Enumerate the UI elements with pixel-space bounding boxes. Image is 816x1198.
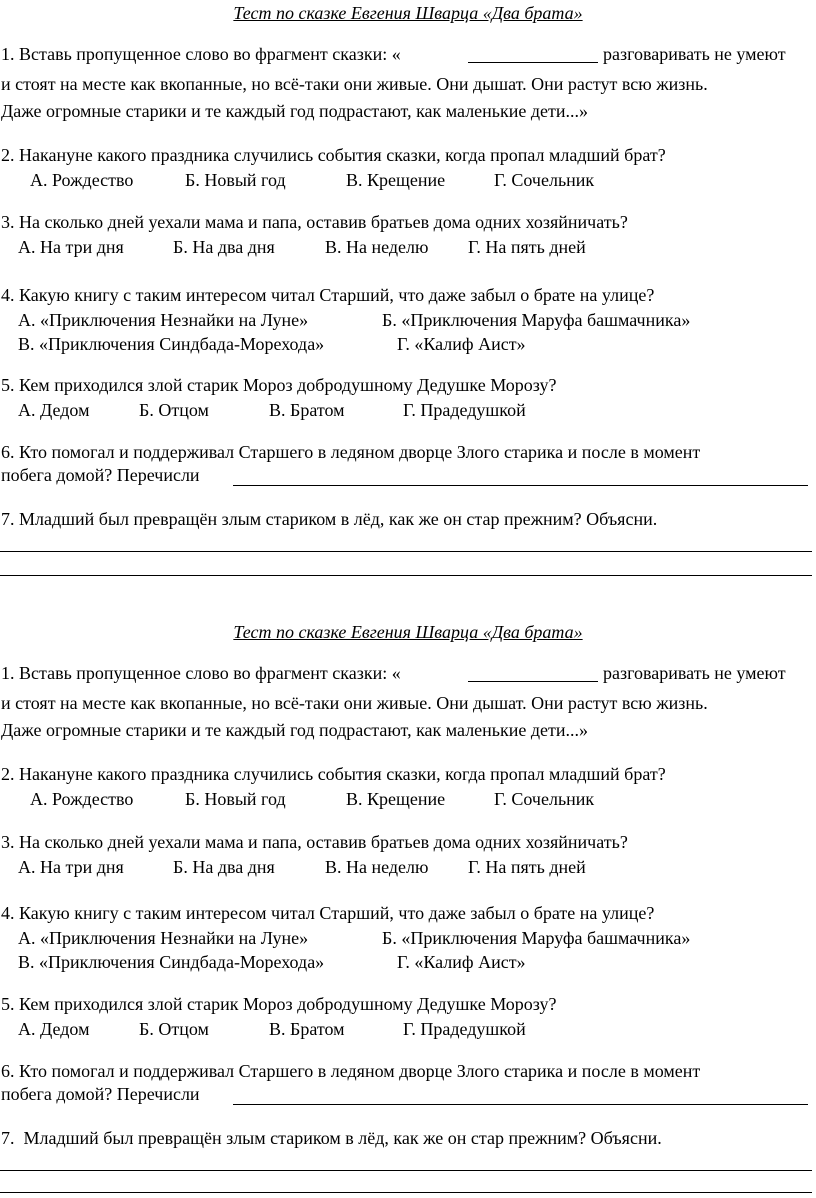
option-d: Г. «Калиф Аист» xyxy=(397,952,526,972)
option-d: Г. На пять дней xyxy=(468,857,586,877)
option-b: Б. Новый год xyxy=(185,170,286,190)
option-c: В. «Приключения Синдбада-Морехода» xyxy=(18,334,325,354)
question-text: 5. Кем приходился злой старик Мороз добродушному Дедушке Морозу? xyxy=(1,375,557,395)
question-6-line-2: побега домой? Перечисли xyxy=(1,1084,200,1104)
question-text: 2. Накануне какого праздника случились события сказки, когда пропал младший брат? xyxy=(1,145,666,165)
question-text: 5. Кем приходился злой старик Мороз добродушному Дедушке Морозу? xyxy=(1,994,557,1014)
test-title: Тест по сказке Евгения Шварца «Два брата» xyxy=(233,3,583,23)
question-1-line-1-end: разговаривать не умеют xyxy=(603,44,786,64)
option-d: Г. Сочельник xyxy=(494,789,595,809)
answer-blank xyxy=(468,62,598,63)
option-b: Б. На два дня xyxy=(173,857,275,877)
question-text: 2. Накануне какого праздника случились события сказки, когда пропал младший брат? xyxy=(1,764,666,784)
question-1-line-1: 1. Вставь пропущенное слово во фрагмент сказки: « xyxy=(1,663,401,683)
question-text: 3. На сколько дней уехали мама и папа, оставив братьев дома одних хозяйничать? xyxy=(1,212,628,232)
option-a: А. Дедом xyxy=(18,1019,90,1039)
option-c: В. Крещение xyxy=(346,789,446,809)
question-1-line-1: 1. Вставь пропущенное слово во фрагмент сказки: « xyxy=(1,44,401,64)
question-text: 4. Какую книгу с таким интересом читал Старший, что даже забыл о брате на улице? xyxy=(1,903,655,923)
option-d: Г. На пять дней xyxy=(468,237,586,257)
option-b: Б. На два дня xyxy=(173,237,275,257)
answer-line xyxy=(233,1104,808,1105)
option-d: Г. Прадедушкой xyxy=(403,1019,526,1039)
option-a: А. Рождество xyxy=(30,789,134,809)
question-6-line-1: 6. Кто помогал и поддерживал Старшего в ледяном дворце Злого старика и после в момент xyxy=(1,1061,701,1081)
test-title: Тест по сказке Евгения Шварца «Два брата» xyxy=(233,622,583,642)
question-1-line-3: Даже огромные старики и те каждый год подрастают, как маленькие дети...» xyxy=(1,101,589,121)
question-text: 3. На сколько дней уехали мама и папа, оставив братьев дома одних хозяйничать? xyxy=(1,832,628,852)
option-b: Б. Отцом xyxy=(139,1019,209,1039)
option-c: В. «Приключения Синдбада-Морехода» xyxy=(18,952,325,972)
option-d: Г. Сочельник xyxy=(494,170,595,190)
option-a: А. На три дня xyxy=(18,857,124,877)
question-6-line-1: 6. Кто помогал и поддерживал Старшего в ледяном дворце Злого старика и после в момент xyxy=(1,442,701,462)
question-6-line-2: побега домой? Перечисли xyxy=(1,465,200,485)
option-a: А. Рождество xyxy=(30,170,134,190)
option-c: В. Братом xyxy=(269,1019,345,1039)
option-d: Г. «Калиф Аист» xyxy=(397,334,526,354)
option-d: Г. Прадедушкой xyxy=(403,400,526,420)
answer-line xyxy=(0,551,812,552)
answer-line xyxy=(0,575,812,576)
option-c: В. На неделю xyxy=(325,857,429,877)
question-1-line-2: и стоят на месте как вкопанные, но всё-таки они живые. Они дышат. Они растут всю жизнь. xyxy=(1,693,708,713)
option-a: А. «Приключения Незнайки на Луне» xyxy=(18,310,309,330)
option-a: А. На три дня xyxy=(18,237,124,257)
option-c: В. На неделю xyxy=(325,237,429,257)
option-b: Б. «Приключения Маруфа башмачника» xyxy=(382,928,691,948)
question-text: 7. Младший был превращён злым стариком в лёд, как же он стар прежним? Объясни. xyxy=(1,1128,662,1148)
option-c: В. Крещение xyxy=(346,170,446,190)
question-1-line-2: и стоят на месте как вкопанные, но всё-таки они живые. Они дышат. Они растут всю жизнь. xyxy=(1,74,708,94)
option-c: В. Братом xyxy=(269,400,345,420)
option-b: Б. «Приключения Маруфа башмачника» xyxy=(382,310,691,330)
answer-line xyxy=(0,1170,812,1171)
option-a: А. Дедом xyxy=(18,400,90,420)
question-1-line-1-end: разговаривать не умеют xyxy=(603,663,786,683)
question-1-line-3: Даже огромные старики и те каждый год подрастают, как маленькие дети...» xyxy=(1,720,589,740)
answer-line xyxy=(233,485,808,486)
option-a: А. «Приключения Незнайки на Луне» xyxy=(18,928,309,948)
answer-line xyxy=(0,1192,812,1193)
option-b: Б. Отцом xyxy=(139,400,209,420)
question-text: 4. Какую книгу с таким интересом читал Старший, что даже забыл о брате на улице? xyxy=(1,285,655,305)
question-text: 7. Младший был превращён злым стариком в лёд, как же он стар прежним? Объясни. xyxy=(1,509,658,529)
answer-blank xyxy=(468,681,598,682)
option-b: Б. Новый год xyxy=(185,789,286,809)
